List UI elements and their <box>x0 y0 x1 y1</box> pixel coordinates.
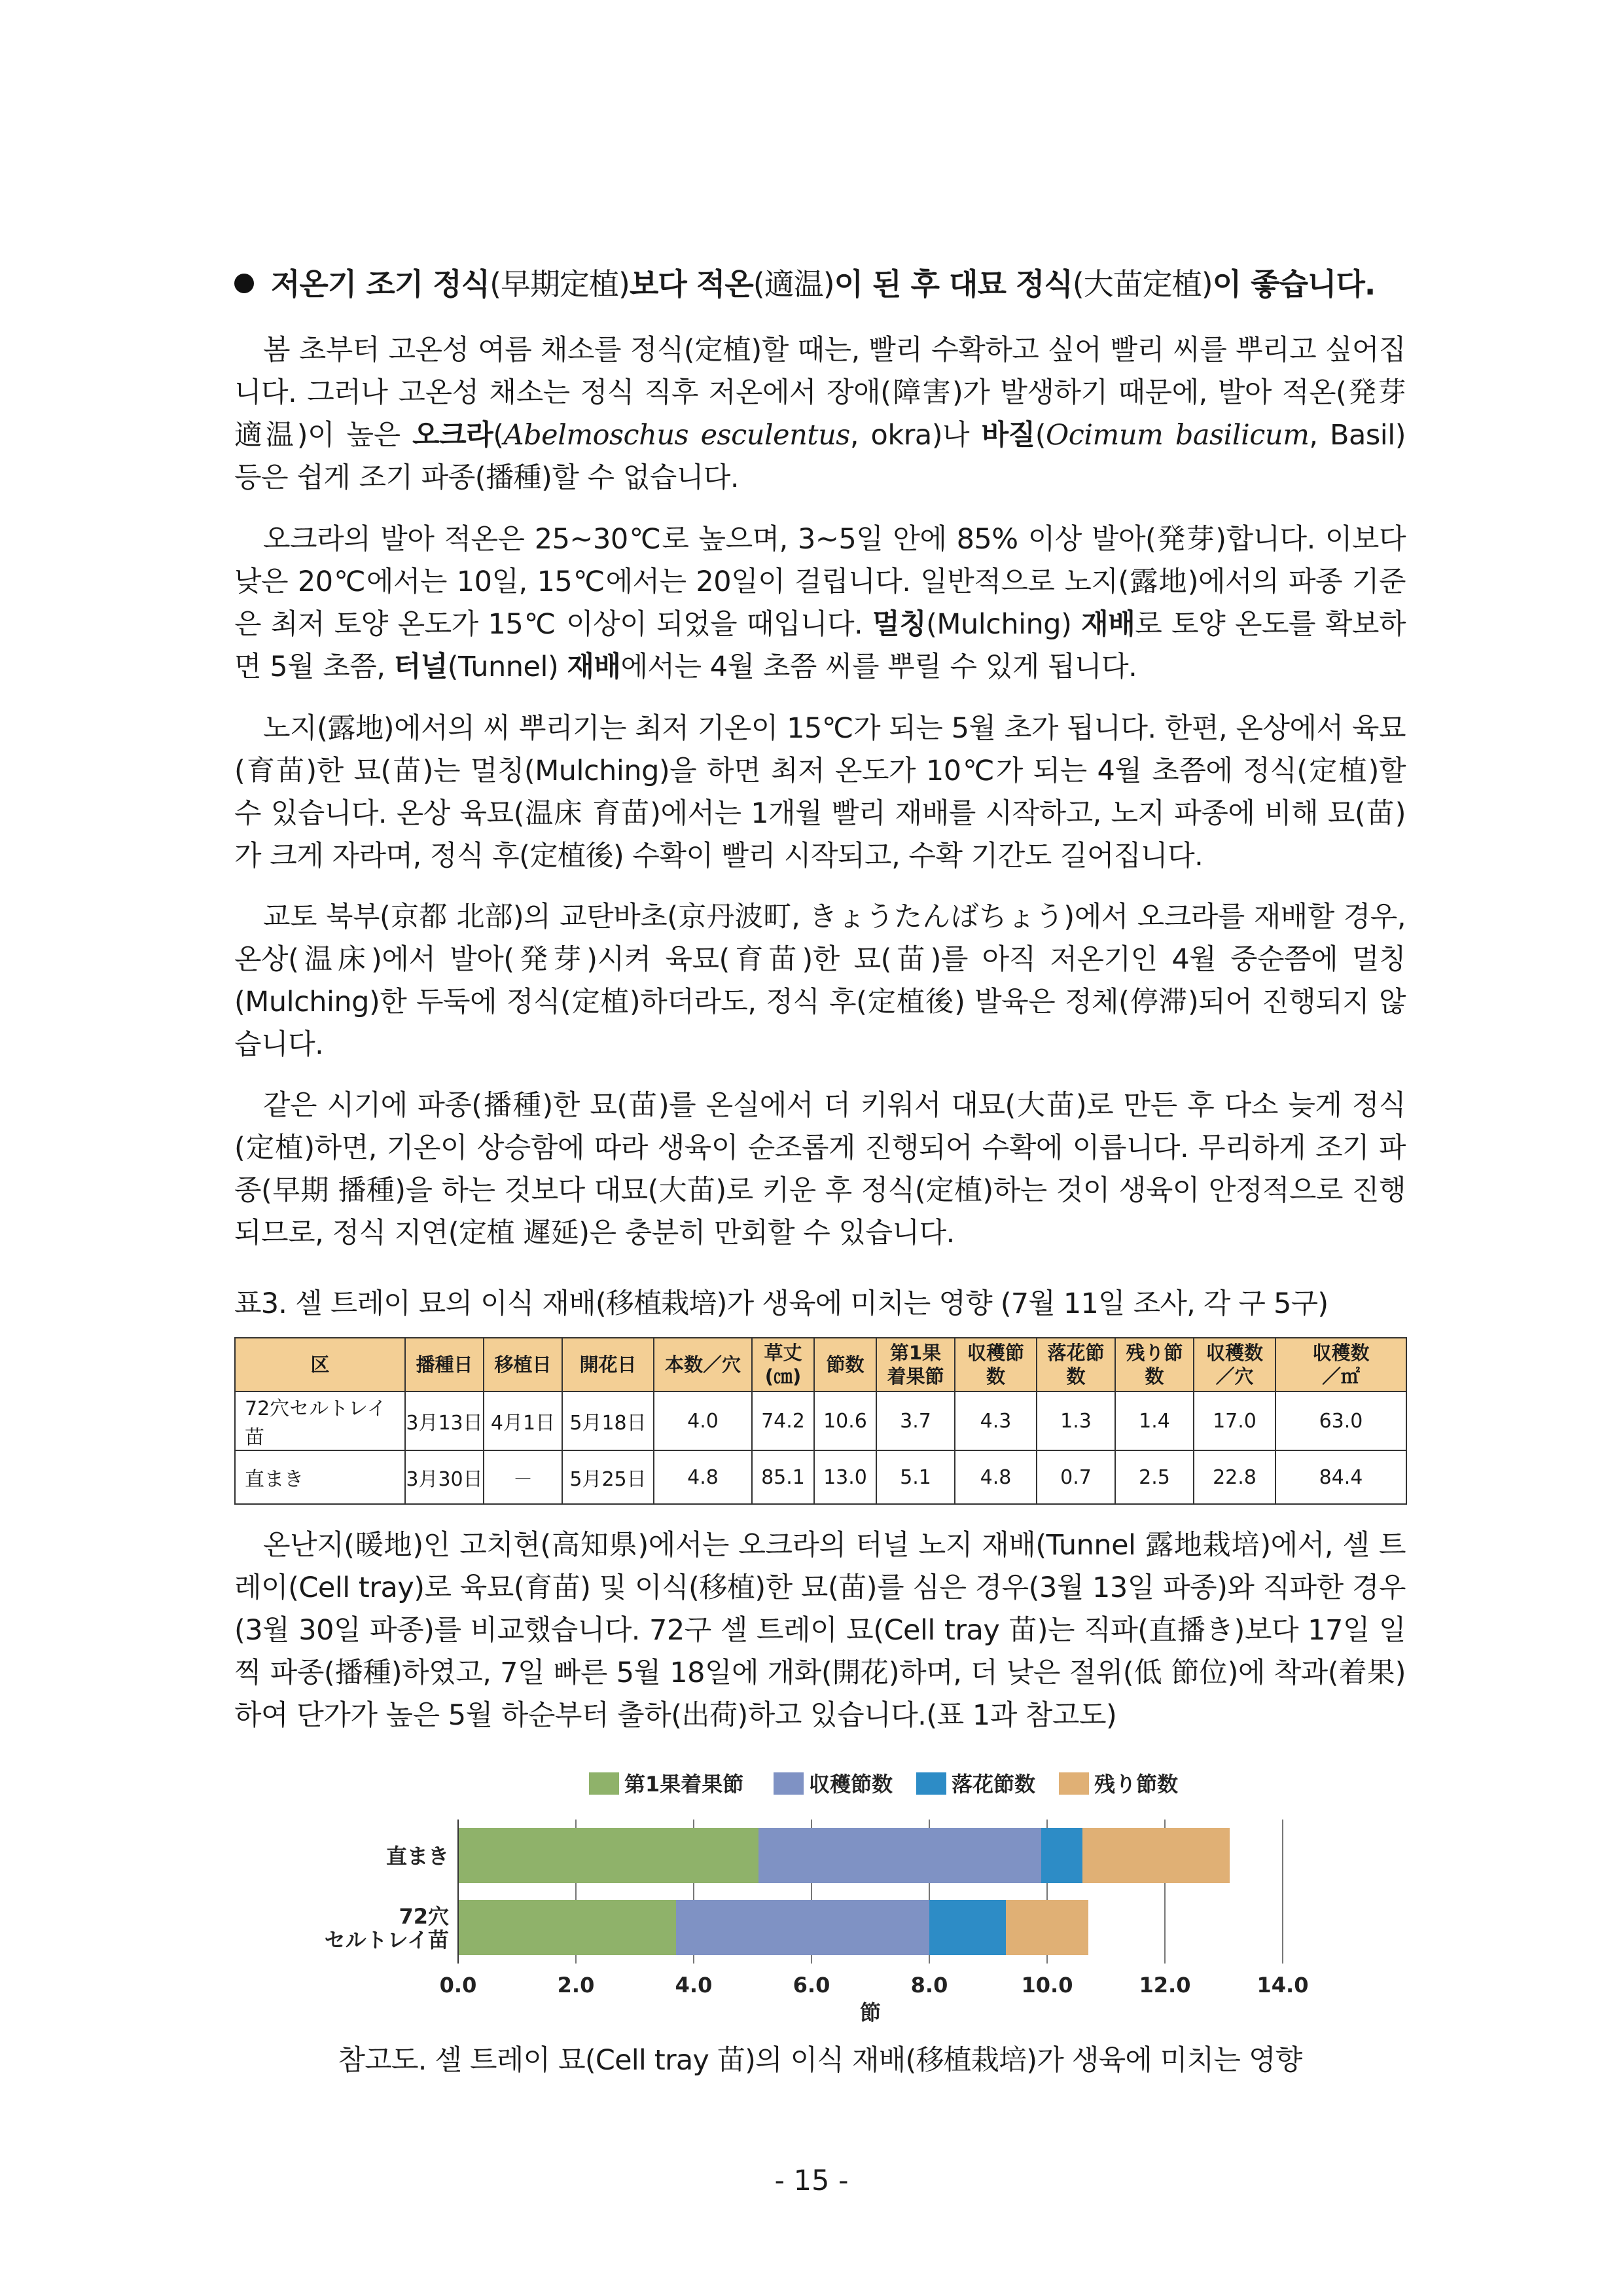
figure-caption: 참고도. 셀 트레이 묘(Cell tray 苗)의 이식 재배(移植栽培)가 생육에 미치는 영향 <box>338 2044 1302 2077</box>
x-axis-label: 節 <box>859 2000 882 2025</box>
data-table <box>234 1337 1407 1505</box>
table-cell: 5月18日 <box>562 1391 654 1450</box>
legend-swatch <box>1059 1772 1089 1795</box>
x-tick-label: 4.0 <box>675 1973 713 1998</box>
stacked-bar-chart <box>308 1767 1342 2068</box>
table-header-cell: 節数 <box>814 1338 876 1391</box>
x-tick-label: 12.0 <box>1139 1973 1191 1998</box>
page-number: - 15 - <box>774 2164 849 2197</box>
legend-label: 収穫節数 <box>809 1772 893 1797</box>
category-label: セルトレイ苗 <box>324 1928 449 1952</box>
paragraph-3: 노지(露地)에서의 씨 뿌리기는 최저 기온이 15℃가 되는 5월 초가 됩니다. 한편, 온상에서 육묘(育苗)한 묘(苗)는 멀칭(Mulching)을 하면 최저 온도가 10℃가 되는 4월 초쯤에 정식(定植)할 수 있습니다. 온상 육묘(温床 育苗)에서는 1개월 빨리 재배를 시작하고, 노지 파종에 비해 묘(苗)가 크게 자라며, 정식 후(定植後) 수확이 빨리 시작되고, 수확 기간도 길어집니다. <box>234 712 1406 872</box>
table-header-cell: 本数／穴 <box>654 1338 752 1391</box>
bar-segment <box>458 1900 676 1955</box>
paragraph-2: 오크라의 발아 적온은 25~30℃로 높으며, 3~5일 안에 85% 이상 발아(発芽)합니다. 이보다 낮은 20℃에서는 10일, 15℃에서는 20일이 걸립니다. 일반적으로 노지(露地)에서의 파종 기준은 최저 토양 온도가 15℃ 이상이 되었을 때입니다. 멀칭(Mulching) 재배로 토양 온도를 확보하면 5월 초쯤, 터널(Tunnel) 재배에서는 4월 초쯤 씨를 뿌릴 수 있게 됩니다. <box>234 523 1406 683</box>
table-cell: 5.1 <box>876 1450 955 1504</box>
section-heading <box>234 264 1406 304</box>
bar-segment <box>929 1900 1006 1955</box>
bar-segment <box>676 1900 929 1955</box>
bullet-icon <box>234 274 254 293</box>
table-header-cell: 収穫節 数 <box>955 1338 1037 1391</box>
heading-part: 보다 적온 <box>630 266 753 302</box>
table-cell: 13.0 <box>814 1450 876 1504</box>
table-row <box>235 1450 1406 1504</box>
table-cell: 84.4 <box>1275 1450 1406 1504</box>
chart-svg <box>308 1767 1342 2042</box>
paragraph-1: 봄 초부터 고온성 여름 채소를 정식(定植)할 때는, 빨리 수확하고 싶어 빨리 씨를 뿌리고 싶어집니다. 그러나 고온성 채소는 정식 직후 저온에서 장애(障害)가 발생하기 때문에, 발아 적온(発芽 適温)이 높은 오크라(Abelmoschus esculentus, okra)나 바질(Ocimum basilicum, Basil) 등은 쉽게 조기 파종(播種)할 수 없습니다. <box>234 334 1406 494</box>
table-cell: 4.3 <box>955 1391 1037 1450</box>
table-cell: 10.6 <box>814 1391 876 1450</box>
x-tick-label: 0.0 <box>439 1973 477 1998</box>
table-cell: 3月30日 <box>405 1450 484 1504</box>
table-cell: 63.0 <box>1275 1391 1406 1450</box>
x-tick-label: 10.0 <box>1021 1973 1073 1998</box>
x-tick-label: 6.0 <box>793 1973 830 1998</box>
table-header-cell: 収穫数 ／㎡ <box>1275 1338 1406 1391</box>
legend-label: 落花節数 <box>952 1772 1036 1797</box>
bar-segment <box>1082 1828 1230 1883</box>
legend-swatch <box>774 1772 804 1795</box>
table-cell: 4.0 <box>654 1391 752 1450</box>
legend-label: 残り節数 <box>1094 1772 1179 1797</box>
heading-part: 이 된 후 대묘 정식 <box>834 266 1073 302</box>
paragraph-4: 교토 북부(京都 北部)의 교탄바초(京丹波町, きょうたんばちょう)에서 오크라를 재배할 경우, 온상(温床)에서 발아(発芽)시켜 육묘(育苗)한 묘(苗)를 아직 저온기인 4월 중순쯤에 멀칭(Mulching)한 두둑에 정식(定植)하더라도, 정식 후(定植後) 발육은 정체(停滞)되어 진행되지 않습니다. <box>234 901 1406 1061</box>
table-header-row <box>235 1338 1406 1391</box>
heading-part: 저온기 조기 정식 <box>271 266 490 302</box>
legend-swatch <box>589 1772 619 1795</box>
heading-part: (適温) <box>753 266 834 302</box>
heading-part: (大苗定植) <box>1072 266 1213 302</box>
category-label: 72穴 <box>399 1904 449 1929</box>
table-cell: － <box>484 1450 562 1504</box>
table-header-cell: 落花節 数 <box>1037 1338 1115 1391</box>
table-cell: 2.5 <box>1115 1450 1194 1504</box>
paragraph-6: 온난지(暖地)인 고치현(高知県)에서는 오크라의 터널 노지 재배(Tunnel 露地栽培)에서, 셀 트레이(Cell tray)로 육묘(育苗) 및 이식(移植)한 묘(苗)를 심은 경우(3월 13일 파종)와 직파한 경우(3월 30일 파종)를 비교했습니다. 72구 셀 트레이 묘(Cell tray 苗)는 직파(直播き)보다 17일 일찍 파종(播種)하였고, 7일 빠른 5월 18일에 개화(開花)하며, 더 낮은 절위(低 節位)에 착과(着果)하여 단가가 높은 5월 하순부터 출하(出荷)하고 있습니다.(표 1과 참고도) <box>234 1529 1406 1732</box>
bar-segment <box>458 1828 758 1883</box>
table-cell: 22.8 <box>1194 1450 1275 1504</box>
x-tick-label: 14.0 <box>1257 1973 1309 1998</box>
table-header-cell: 移植日 <box>484 1338 562 1391</box>
table-cell: 85.1 <box>752 1450 814 1504</box>
table-row <box>235 1391 1406 1450</box>
legend-label: 第1果着果節 <box>624 1772 744 1797</box>
paragraph-5: 같은 시기에 파종(播種)한 묘(苗)를 온실에서 더 키워서 대묘(大苗)로 만든 후 다소 늦게 정식(定植)하면, 기온이 상승함에 따라 생육이 순조롭게 진행되어 수확에 이릅니다. 무리하게 조기 파종(早期 播種)을 하는 것보다 대묘(大苗)로 키운 후 정식(定植)하는 것이 생육이 안정적으로 진행되므로, 정식 지연(定植 遲延)은 충분히 만회할 수 있습니다. <box>234 1089 1406 1249</box>
table-header-cell: 播種日 <box>405 1338 484 1391</box>
heading-part: 이 좋습니다. <box>1212 266 1376 302</box>
table-cell: 4月1日 <box>484 1391 562 1450</box>
table-cell: 4.8 <box>955 1450 1037 1504</box>
table-cell: 72穴セルトレイ苗 <box>235 1391 405 1450</box>
heading-part: (早期定植) <box>490 266 630 302</box>
table-cell: 5月25日 <box>562 1450 654 1504</box>
table-cell: 直まき <box>235 1450 405 1504</box>
table-cell: 3.7 <box>876 1391 955 1450</box>
bar-segment <box>1041 1828 1082 1883</box>
table-caption: 표3. 셀 트레이 묘의 이식 재배(移植栽培)가 생육에 미치는 영향 (7월 11일 조사, 각 구 5구) <box>234 1287 1329 1320</box>
table-cell: 1.3 <box>1037 1391 1115 1450</box>
table-header-cell: 開花日 <box>562 1338 654 1391</box>
table-cell: 17.0 <box>1194 1391 1275 1450</box>
category-label: 直まき <box>385 1844 449 1869</box>
legend-swatch <box>916 1772 946 1795</box>
table-cell: 0.7 <box>1037 1450 1115 1504</box>
table-header-cell: 区 <box>235 1338 405 1391</box>
table-header-cell: 第1果 着果節 <box>876 1338 955 1391</box>
table-header-cell: 草丈 (㎝) <box>752 1338 814 1391</box>
table-cell: 3月13日 <box>405 1391 484 1450</box>
x-tick-label: 8.0 <box>910 1973 948 1998</box>
table-cell: 1.4 <box>1115 1391 1194 1450</box>
bar-segment <box>1006 1900 1088 1955</box>
table-header-cell: 収穫数 ／穴 <box>1194 1338 1275 1391</box>
table-cell: 4.8 <box>654 1450 752 1504</box>
table-header-cell: 残り節 数 <box>1115 1338 1194 1391</box>
table-cell: 74.2 <box>752 1391 814 1450</box>
table-body <box>235 1391 1406 1504</box>
x-tick-label: 2.0 <box>557 1973 595 1998</box>
bar-segment <box>758 1828 1041 1883</box>
